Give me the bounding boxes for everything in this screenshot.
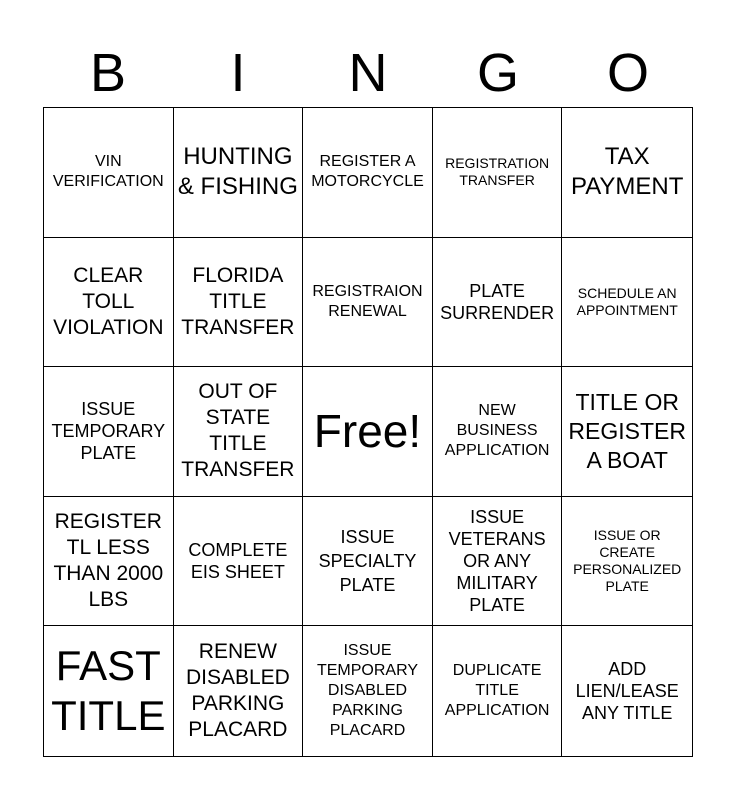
- bingo-cell-r4-c1[interactable]: [44, 497, 174, 627]
- bingo-cell-r3-c4[interactable]: [433, 367, 563, 497]
- bingo-cell-r5-c1[interactable]: [44, 626, 174, 756]
- cell-label: REGISTER A MOTORCYCLE: [311, 153, 424, 191]
- cell-label: CLEAR TOLL VIOLATION: [53, 263, 164, 339]
- cell-label: FLORIDA TITLE TRANSFER: [181, 263, 295, 339]
- cell-label: ISSUE TEMPORARY DISABLED PARKING PLACARD: [316, 642, 419, 740]
- bingo-cell-r3-c2[interactable]: [174, 367, 304, 497]
- bingo-cell-r5-c2[interactable]: [174, 626, 304, 756]
- cell-label: NEW BUSINESS APPLICATION: [444, 402, 550, 460]
- cell-label: ISSUE VETERANS OR ANY MILITARY PLATE: [448, 507, 546, 616]
- bingo-cell-r3-c5[interactable]: [562, 367, 692, 497]
- header-letter-i: I: [230, 43, 246, 103]
- bingo-cell-r1-c3[interactable]: [303, 108, 433, 238]
- bingo-cell-r3-c1[interactable]: [44, 367, 174, 497]
- cell-label: REGISTER TL LESS THAN 2000 LBS: [53, 510, 164, 612]
- bingo-cell-r2-c3[interactable]: [303, 238, 433, 368]
- bingo-cell-r1-c2[interactable]: [174, 108, 304, 238]
- bingo-cell-r5-c5[interactable]: [562, 626, 692, 756]
- bingo-cell-free[interactable]: [303, 367, 433, 497]
- cell-label: RENEW DISABLED PARKING PLACARD: [185, 640, 290, 742]
- bingo-cell-r1-c1[interactable]: [44, 108, 174, 238]
- bingo-cell-r2-c1[interactable]: [44, 238, 174, 368]
- header-letter-g: G: [476, 43, 519, 103]
- cell-label: COMPLETE EIS SHEET: [188, 540, 288, 583]
- cell-label: PLATE SURRENDER: [440, 280, 555, 323]
- bingo-header: [43, 40, 693, 106]
- bingo-cell-r1-c4[interactable]: [433, 108, 563, 238]
- cell-label: ISSUE OR CREATE PERSONALIZED PLATE: [573, 527, 682, 595]
- bingo-cell-r4-c3[interactable]: [303, 497, 433, 627]
- cell-label: ISSUE TEMPORARY PLATE: [51, 399, 166, 464]
- header-letter-n: N: [348, 43, 388, 103]
- cell-label: REGISTRAION RENEWAL: [312, 282, 423, 320]
- header-letter-o: O: [606, 43, 649, 103]
- header-letter-b: B: [89, 43, 127, 103]
- cell-label: HUNTING & FISHING: [177, 143, 298, 201]
- bingo-cell-r5-c3[interactable]: [303, 626, 433, 756]
- bingo-cell-r2-c4[interactable]: [433, 238, 563, 368]
- bingo-board: [43, 107, 693, 757]
- cell-label: ISSUE SPECIALTY PLATE: [318, 527, 417, 596]
- cell-label: TAX PAYMENT: [570, 143, 684, 201]
- free-space-label: Free!: [313, 405, 422, 458]
- cell-label: REGISTRATION TRANSFER: [445, 155, 550, 189]
- bingo-cell-r5-c4[interactable]: [433, 626, 563, 756]
- bingo-cell-r4-c5[interactable]: [562, 497, 692, 627]
- cell-label: ADD LIEN/LEASE ANY TITLE: [575, 659, 679, 724]
- bingo-cell-r4-c4[interactable]: [433, 497, 563, 627]
- bingo-cell-r4-c2[interactable]: [174, 497, 304, 627]
- cell-label: OUT OF STATE TITLE TRANSFER: [181, 380, 295, 482]
- cell-label: FAST TITLE: [51, 642, 166, 740]
- cell-label: VIN VERIFICATION: [52, 153, 164, 191]
- cell-label: DUPLICATE TITLE APPLICATION: [444, 662, 550, 720]
- bingo-cell-r2-c5[interactable]: [562, 238, 692, 368]
- cell-label: TITLE OR REGISTER A BOAT: [568, 388, 686, 473]
- cell-label: SCHEDULE AN APPOINTMENT: [576, 284, 678, 318]
- bingo-cell-r2-c2[interactable]: [174, 238, 304, 368]
- bingo-cell-r1-c5[interactable]: [562, 108, 692, 238]
